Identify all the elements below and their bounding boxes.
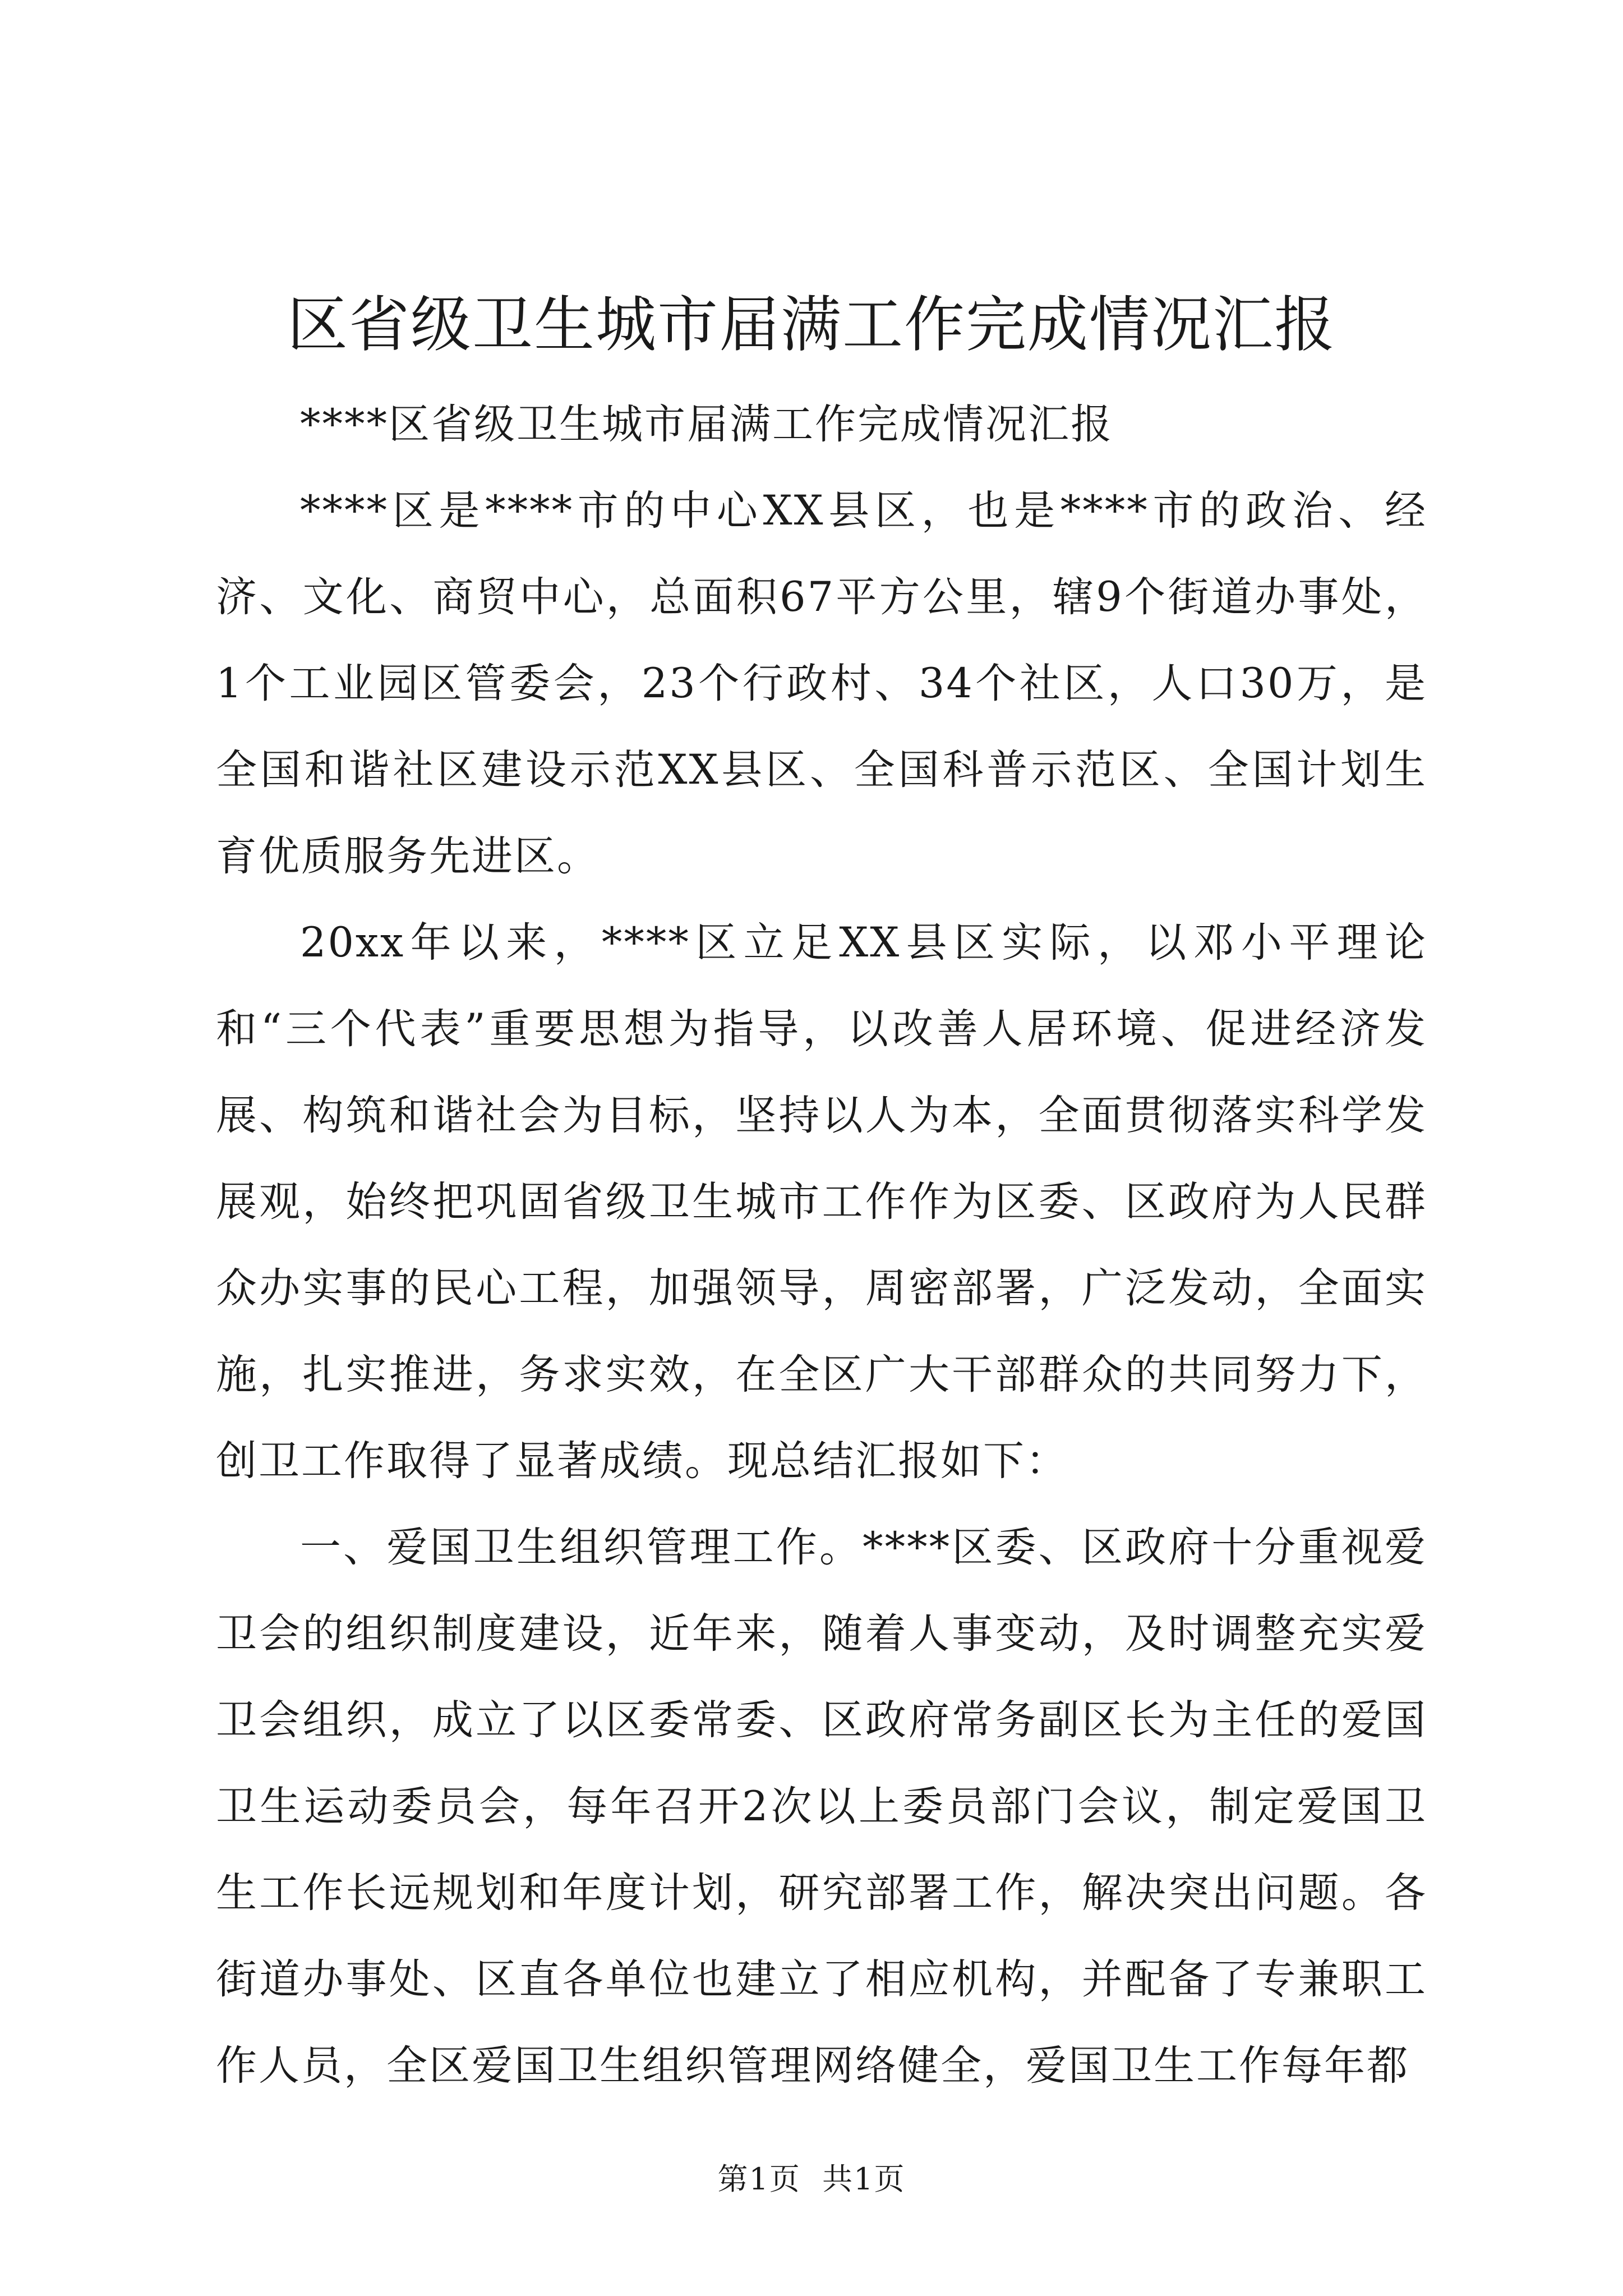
page-label-suffix: 页 [874, 2161, 906, 2197]
total-pages: 1 [854, 2161, 874, 2197]
page-label-mid: 页 共 [769, 2161, 854, 2197]
document-body [216, 381, 1427, 2109]
paragraph-work-summary: 20xx年以来，****区立足XX县区实际，以邓小平理论和“三个代表”重要思想为指导，以改善人居环境、促进经济发展、构筑和谐社会为目标，坚持以人为本，全面贯彻落实科学发展观，始终把巩固省级卫生城市工作作为区委、区政府为人民群众办实事的民心工程，加强领导，周密部署，广泛发动，全面实施，扎实推进，务求实效，在全区广大干部群众的共同努力下，创卫工作取得了显著成绩。现总结汇报如下： [216, 919, 1427, 1485]
paragraph-district-overview: ****区是****市的中心XX县区，也是****市的政治、经济、文化、商贸中心，总面积67平方公里，辖9个街道办事处，1个工业园区管委会，23个行政村、34个社区，人口30万，是全国和谐社区建设示范XX县区、全国科普示范区、全国计划生育优质服务先进区。 [216, 487, 1427, 880]
paragraph-section-one: 一、爱国卫生组织管理工作。****区委、区政府十分重视爱卫会的组织制度建设，近年来，随着人事变动，及时调整充实爱卫会组织，成立了以区委常委、区政府常务副区长为主任的爱国卫生运动委员会，每年召开2次以上委员部门会议，制定爱国卫生工作长远规划和年度计划，研究部署工作，解决突出问题。各街道办事处、区直各单位也建立了相应机构，并配备了专兼职工作人员，全区爱国卫生组织管理网络健全，爱国卫生工作每年都 [216, 1524, 1427, 2090]
page-label-prefix: 第 [717, 2161, 749, 2197]
paragraph-subtitle: ****区省级卫生城市届满工作完成情况汇报 [300, 401, 1113, 448]
page-number: 1 [749, 2161, 769, 2197]
document-title: 区省级卫生城市届满工作完成情况汇报 [287, 290, 1336, 360]
page-footer [0, 2160, 1623, 2199]
